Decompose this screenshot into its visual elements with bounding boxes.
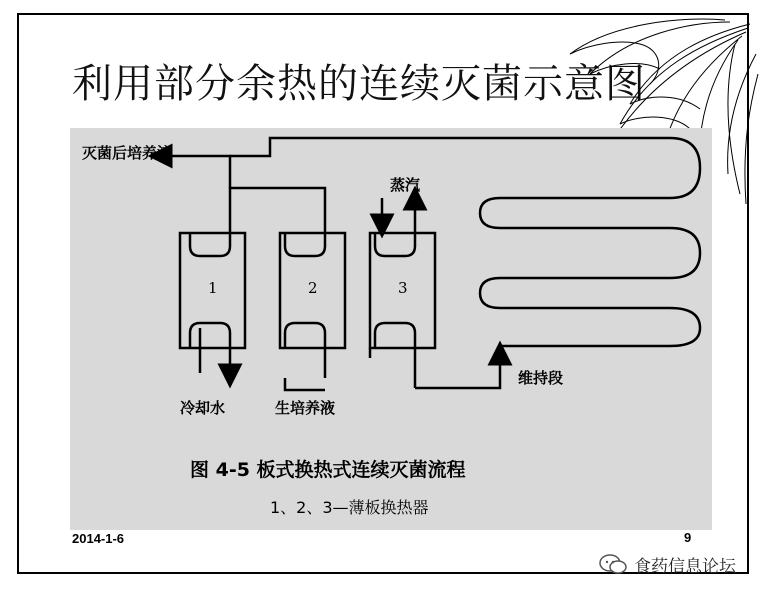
unit-label-3: 3 [398,279,408,297]
label-cooling-water: 冷却水 [180,399,226,417]
label-hold-section: 维持段 [518,369,564,387]
slide-title: 利用部分余热的连续灭菌示意图 [72,61,646,107]
watermark-text: 食药信息论坛 [634,556,736,577]
process-diagram [70,128,712,530]
figure-caption: 图 4-5 板式换热式连续灭菌流程 [190,459,466,481]
chat-bubble-icon [598,553,628,575]
unit-label-1: 1 [208,279,218,297]
label-steam: 蒸汽 [390,176,421,194]
label-out-culture: 灭菌后培养液 [82,144,173,162]
watermark [598,550,758,578]
flow-diagram-svg [70,128,712,530]
slide-date: 2014-1-6 [72,531,125,546]
page-number: 9 [684,530,692,545]
figure-subcaption: 1、2、3—薄板换热器 [270,498,429,517]
unit-label-2: 2 [308,279,318,297]
label-raw-culture: 生培养液 [275,399,336,417]
